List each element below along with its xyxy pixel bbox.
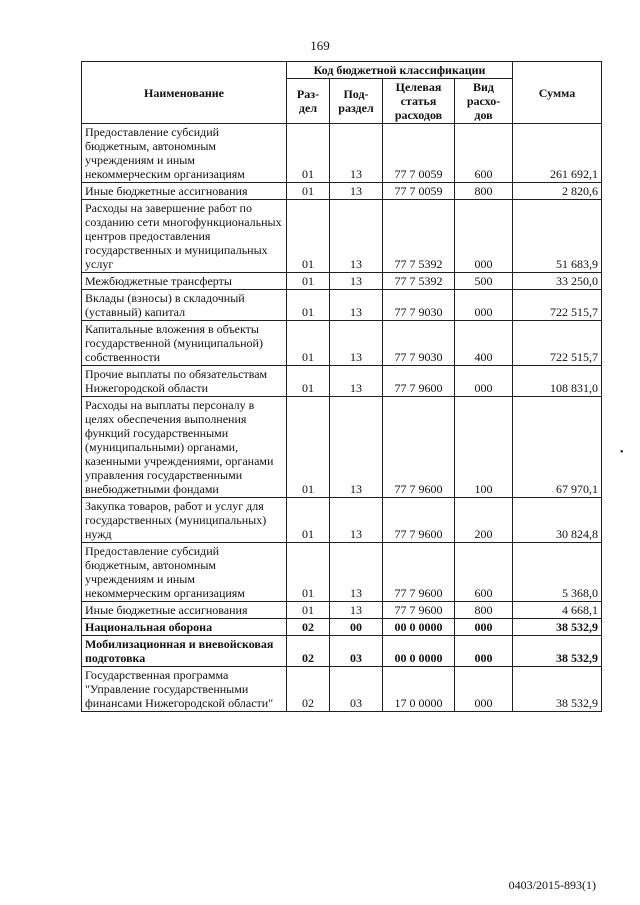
page-number: 169 [310, 38, 330, 53]
table-row [82, 602, 602, 619]
header-razdel: Раз- дел [287, 79, 330, 124]
cell-target: 77 7 9600 [383, 543, 455, 602]
cell-razdel: 01 [287, 183, 330, 200]
cell-vid: 000 [455, 636, 513, 667]
table-row [82, 183, 602, 200]
header-podrazdel: Под- раздел [330, 79, 383, 124]
cell-name: Вклады (взносы) в складочный (уставный) капитал [82, 290, 287, 321]
cell-sum: 722 515,7 [513, 321, 602, 366]
document-code: 0403/2015-893(1) [508, 878, 596, 892]
cell-name: Иные бюджетные ассигнования [82, 183, 287, 200]
table-row [82, 636, 602, 667]
cell-vid: 200 [455, 498, 513, 543]
table-row [82, 397, 602, 498]
cell-sum: 67 970,1 [513, 397, 602, 498]
cell-podrazdel: 13 [330, 183, 383, 200]
header-target: Целевая статья расходов [383, 79, 455, 124]
cell-target: 17 0 0000 [383, 667, 455, 712]
scan-mark: • [620, 447, 624, 458]
cell-podrazdel: 13 [330, 200, 383, 273]
budget-table [81, 61, 602, 712]
cell-razdel: 01 [287, 366, 330, 397]
cell-vid: 000 [455, 200, 513, 273]
cell-razdel: 02 [287, 619, 330, 636]
cell-podrazdel: 13 [330, 290, 383, 321]
cell-podrazdel: 13 [330, 124, 383, 183]
cell-target: 77 7 0059 [383, 124, 455, 183]
cell-target: 77 7 9600 [383, 366, 455, 397]
cell-target: 77 7 9600 [383, 602, 455, 619]
cell-target: 77 7 5392 [383, 273, 455, 290]
cell-podrazdel: 03 [330, 667, 383, 712]
cell-razdel: 01 [287, 273, 330, 290]
cell-razdel: 01 [287, 200, 330, 273]
cell-podrazdel: 13 [330, 273, 383, 290]
cell-target: 77 7 9600 [383, 397, 455, 498]
cell-razdel: 01 [287, 321, 330, 366]
cell-sum: 261 692,1 [513, 124, 602, 183]
cell-target: 00 0 0000 [383, 636, 455, 667]
cell-sum: 38 532,9 [513, 667, 602, 712]
cell-target: 77 7 9030 [383, 290, 455, 321]
cell-razdel: 01 [287, 498, 330, 543]
cell-podrazdel: 13 [330, 321, 383, 366]
cell-target: 77 7 9030 [383, 321, 455, 366]
table-row [82, 290, 602, 321]
cell-razdel: 01 [287, 290, 330, 321]
cell-razdel: 01 [287, 124, 330, 183]
cell-podrazdel: 13 [330, 602, 383, 619]
table-row [82, 200, 602, 273]
cell-name: Межбюджетные трансферты [82, 273, 287, 290]
cell-sum: 30 824,8 [513, 498, 602, 543]
cell-name: Мобилизационная и вневойсковая подготовка [82, 636, 287, 667]
cell-name: Национальная оборона [82, 619, 287, 636]
cell-name: Предоставление субсидий бюджетным, автономным учреждениям и иным некоммерческим организациям [82, 543, 287, 602]
table-row [82, 543, 602, 602]
header-code-group: Код бюджетной классификации [287, 62, 513, 79]
cell-vid: 800 [455, 183, 513, 200]
cell-name: Расходы на выплаты персоналу в целях обеспечения выполнения функций государственными (муниципальными) органами, казенными учреждениями, органами управления государственными внебюджетными фондами [82, 397, 287, 498]
cell-vid: 500 [455, 273, 513, 290]
cell-sum: 51 683,9 [513, 200, 602, 273]
table-row [82, 667, 602, 712]
cell-vid: 000 [455, 290, 513, 321]
cell-razdel: 02 [287, 636, 330, 667]
cell-sum: 2 820,6 [513, 183, 602, 200]
cell-sum: 722 515,7 [513, 290, 602, 321]
cell-vid: 400 [455, 321, 513, 366]
cell-vid: 600 [455, 124, 513, 183]
header-sum: Сумма [513, 62, 602, 124]
cell-name: Прочие выплаты по обязательствам Нижегородской области [82, 366, 287, 397]
cell-razdel: 02 [287, 667, 330, 712]
cell-razdel: 01 [287, 602, 330, 619]
cell-razdel: 01 [287, 543, 330, 602]
cell-sum: 33 250,0 [513, 273, 602, 290]
cell-sum: 108 831,0 [513, 366, 602, 397]
table-row [82, 366, 602, 397]
header-vid: Вид расхо- дов [455, 79, 513, 124]
cell-razdel: 01 [287, 397, 330, 498]
cell-name: Капитальные вложения в объекты государственной (муниципальной) собственности [82, 321, 287, 366]
table-row [82, 273, 602, 290]
cell-name: Государственная программа "Управление государственными финансами Нижегородской области" [82, 667, 287, 712]
cell-podrazdel: 13 [330, 498, 383, 543]
cell-podrazdel: 13 [330, 366, 383, 397]
cell-target: 77 7 0059 [383, 183, 455, 200]
cell-target: 77 7 5392 [383, 200, 455, 273]
cell-vid: 100 [455, 397, 513, 498]
cell-vid: 800 [455, 602, 513, 619]
cell-name: Иные бюджетные ассигнования [82, 602, 287, 619]
cell-name: Закупка товаров, работ и услуг для государственных (муниципальных) нужд [82, 498, 287, 543]
table-row [82, 321, 602, 366]
cell-target: 77 7 9600 [383, 498, 455, 543]
cell-vid: 600 [455, 543, 513, 602]
cell-target: 00 0 0000 [383, 619, 455, 636]
table-row [82, 124, 602, 183]
header-name: Наименование [82, 62, 287, 124]
cell-sum: 38 532,9 [513, 619, 602, 636]
cell-podrazdel: 03 [330, 636, 383, 667]
cell-vid: 000 [455, 366, 513, 397]
cell-sum: 5 368,0 [513, 543, 602, 602]
cell-podrazdel: 13 [330, 543, 383, 602]
cell-name: Расходы на завершение работ по созданию сети многофункциональных центров предоставления государственных и муниципальных услуг [82, 200, 287, 273]
cell-vid: 000 [455, 667, 513, 712]
cell-podrazdel: 13 [330, 397, 383, 498]
table-row [82, 498, 602, 543]
cell-sum: 4 668,1 [513, 602, 602, 619]
cell-name: Предоставление субсидий бюджетным, автономным учреждениям и иным некоммерческим организациям [82, 124, 287, 183]
cell-sum: 38 532,9 [513, 636, 602, 667]
cell-vid: 000 [455, 619, 513, 636]
table-row [82, 619, 602, 636]
cell-podrazdel: 00 [330, 619, 383, 636]
